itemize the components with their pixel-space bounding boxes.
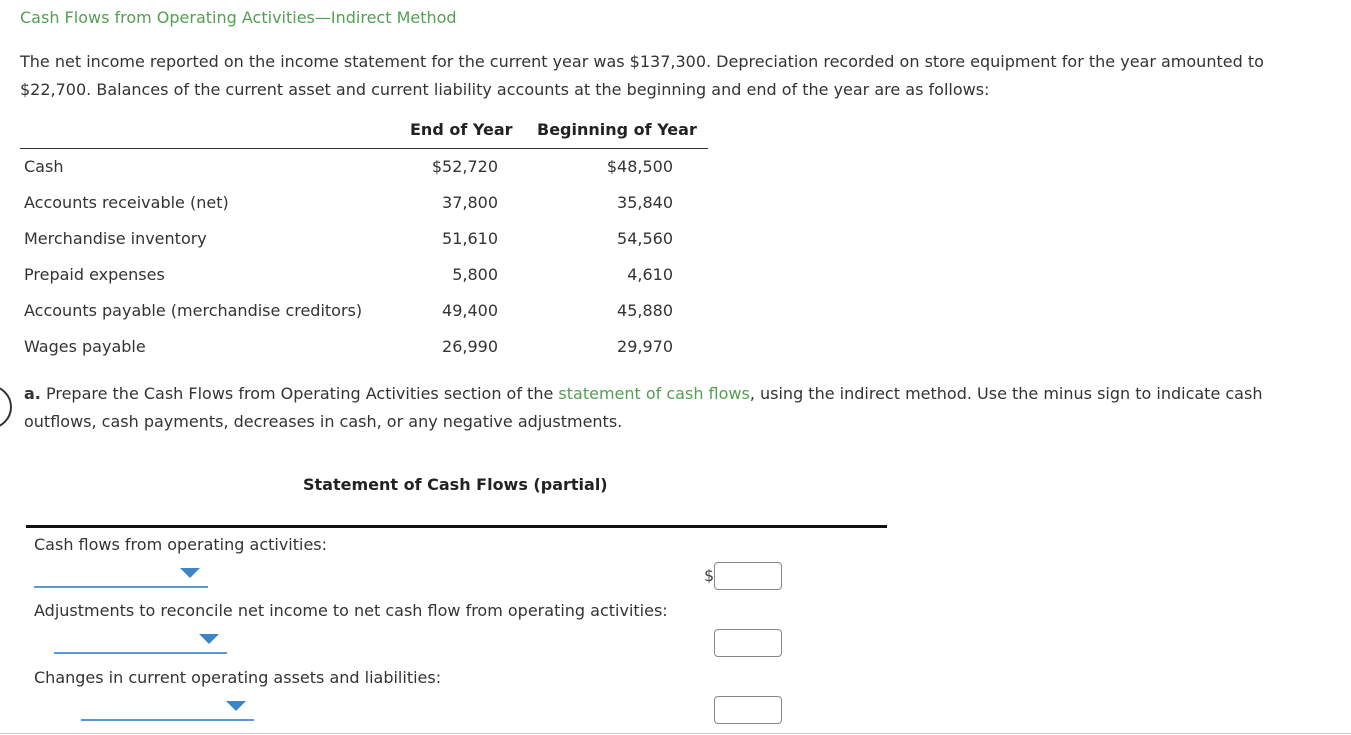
row-begin-value: 45,880 [617, 301, 673, 320]
row-end-value: 37,800 [442, 193, 498, 212]
changes-label: Changes in current operating assets and liabilities: [34, 668, 442, 687]
amount-input-2[interactable] [714, 629, 782, 657]
row-label: Merchandise inventory [24, 229, 207, 248]
dollar-sign: $ [704, 566, 715, 585]
table-row [20, 329, 708, 365]
statement-divider [26, 525, 887, 528]
adjustments-label: Adjustments to reconcile net income to net cash flow from operating activities: [34, 601, 668, 620]
account-dropdown-3[interactable] [81, 697, 254, 721]
table-row [20, 149, 708, 185]
row-begin-value: 35,840 [617, 193, 673, 212]
table-row [20, 293, 708, 329]
caret-down-icon [180, 568, 200, 578]
account-dropdown-1[interactable] [34, 564, 208, 588]
row-label: Prepaid expenses [24, 265, 165, 284]
row-end-value: 51,610 [442, 229, 498, 248]
section-label-operating: Cash flows from operating activities: [34, 535, 328, 554]
caret-down-icon [226, 701, 246, 711]
table-row [20, 185, 708, 221]
header-end-of-year: End of Year [410, 120, 513, 139]
table-row [20, 257, 708, 293]
caret-down-icon [199, 634, 219, 644]
question-text-after: , using the indirect method. Use the minus sign to indicate cash outflows, cash payments, decreases in cash, or any negative adjustments. [24, 384, 1263, 431]
row-begin-value: 29,970 [617, 337, 673, 356]
balances-table [20, 118, 708, 365]
amount-input-3[interactable] [714, 696, 782, 724]
statement-title: Statement of Cash Flows (partial) [303, 475, 608, 494]
row-label: Cash [24, 157, 64, 176]
page-bottom-divider [0, 733, 1351, 734]
row-begin-value: 54,560 [617, 229, 673, 248]
amount-input-1[interactable] [714, 562, 782, 590]
account-dropdown-2[interactable] [54, 630, 227, 654]
question-letter: a. [24, 384, 41, 403]
header-beginning-of-year: Beginning of Year [537, 120, 697, 139]
side-collapse-handle[interactable] [0, 385, 12, 429]
glossary-link-statement-of-cash-flows[interactable]: statement of cash flows [558, 384, 750, 403]
row-label: Accounts receivable (net) [24, 193, 229, 212]
problem-intro: The net income reported on the income statement for the current year was $137,300. Depreciation recorded on store equipment for the year amounted to $22,700. Balances of the current asset and current liability accounts at the beginning and end of the year are as follows: [20, 52, 1264, 99]
question-text-before: Prepare the Cash Flows from Operating Activities section of the [45, 384, 554, 403]
row-end-value: 5,800 [452, 265, 498, 284]
page-title: Cash Flows from Operating Activities—Indirect Method [20, 8, 457, 27]
row-begin-value: $48,500 [606, 157, 673, 176]
table-row [20, 221, 708, 257]
row-end-value: $52,720 [431, 157, 498, 176]
row-end-value: 49,400 [442, 301, 498, 320]
question-part-a [24, 380, 1324, 436]
row-label: Accounts payable (merchandise creditors) [24, 301, 363, 320]
row-begin-value: 4,610 [627, 265, 673, 284]
row-end-value: 26,990 [442, 337, 498, 356]
row-label: Wages payable [24, 337, 146, 356]
balances-table-header [20, 118, 708, 149]
